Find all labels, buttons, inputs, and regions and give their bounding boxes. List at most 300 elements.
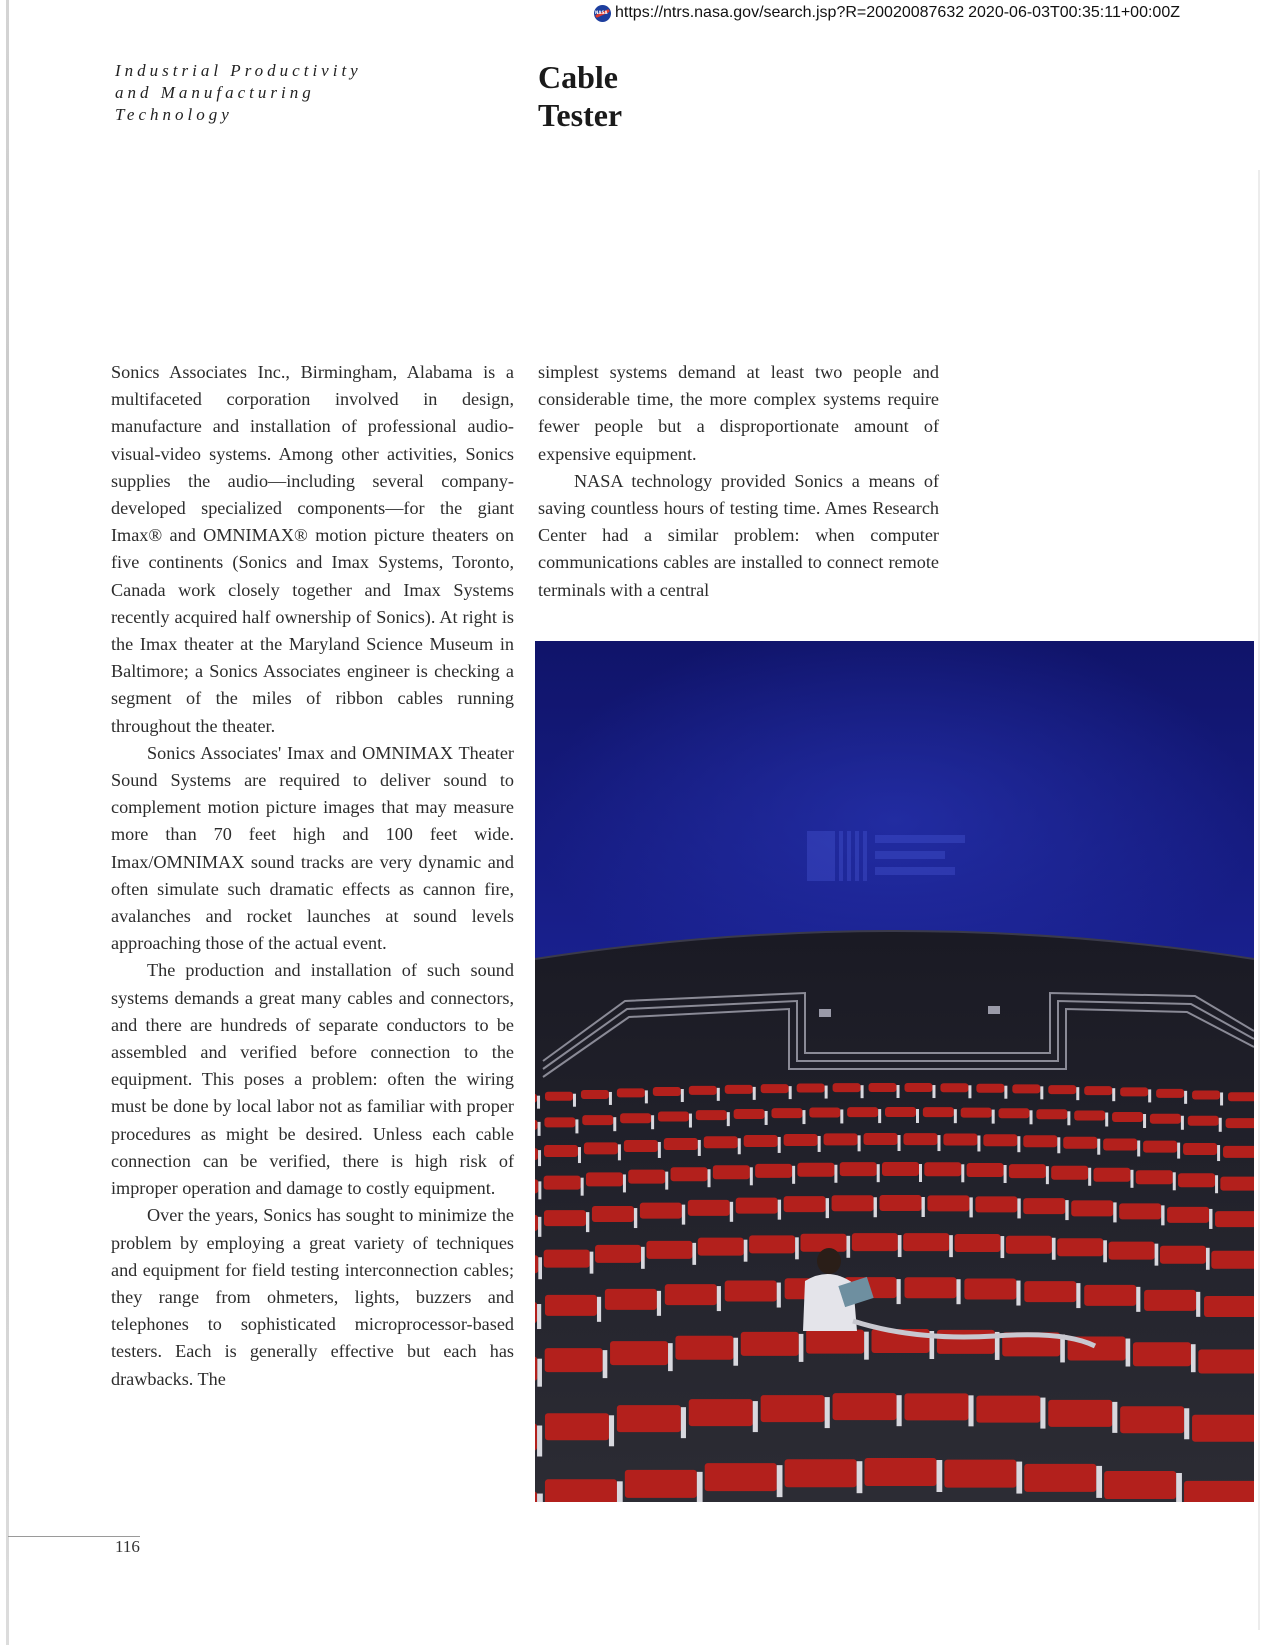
seat-armrest <box>968 1395 973 1426</box>
theater-seat <box>904 1393 968 1420</box>
theater-seat <box>761 1084 789 1093</box>
theater-seat <box>1198 1349 1254 1373</box>
theater-seat <box>832 1195 874 1211</box>
body-paragraph: simplest systems demand at least two people and considerable time, the more complex systems require fewer people but a disproportionate amount of expensive equipment. <box>538 362 939 464</box>
seat-armrest <box>1017 1136 1020 1152</box>
theater-seat <box>1119 1203 1161 1219</box>
theater-seat <box>904 1277 956 1298</box>
seat-armrest <box>961 1164 964 1182</box>
seat-armrest <box>750 1167 753 1185</box>
theater-seat <box>924 1162 961 1176</box>
seat-armrest <box>864 1332 869 1360</box>
seat-armrest <box>1148 1089 1151 1102</box>
seat-armrest <box>698 1140 701 1156</box>
theater-seat <box>800 1234 846 1252</box>
theater-seat <box>975 1196 1017 1212</box>
seat-armrest <box>1103 1240 1107 1262</box>
seat-armrest <box>778 1200 781 1220</box>
seat-armrest <box>846 1236 850 1258</box>
theater-seat <box>1024 1281 1076 1302</box>
body-paragraph: NASA technology provided Sonics a means of saving countless hours of testing time. Ames Research Center had a similar problem: when computer communications cables are installed to connect remote terminals with a central <box>538 470 939 600</box>
seat-armrest <box>689 1114 692 1128</box>
seat-armrest <box>717 1088 720 1101</box>
theater-seat <box>582 1115 613 1125</box>
theater-seat <box>1184 1481 1254 1502</box>
theater-seat <box>797 1163 834 1177</box>
seat-armrest <box>1096 1466 1102 1498</box>
body-paragraph: Sonics Associates' Imax and OMNIMAX Theater Sound Systems are required to deliver sound to complement motion picture images that may measure more than 70 feet high and 100 feet wide. Imax/OMNIMAX sound tracks are very dynamic and often simulate such dramatic effects as cannon fire, avalanches and rocket launches at sound levels approaching those of the actual event. <box>111 742 514 954</box>
theater-seat <box>689 1399 753 1426</box>
seat-armrest <box>730 1202 733 1222</box>
theater-seat <box>625 1470 697 1498</box>
seat-armrest <box>708 1169 711 1187</box>
theater-seat <box>535 1302 537 1323</box>
seat-armrest <box>727 1112 730 1126</box>
theater-seat <box>586 1172 623 1186</box>
seat-armrest <box>753 1401 758 1432</box>
seat-armrest <box>1004 1086 1007 1099</box>
seat-armrest <box>877 1164 880 1182</box>
theater-seat <box>1220 1177 1254 1191</box>
theater-seat <box>1109 1242 1155 1260</box>
theater-seat <box>664 1138 698 1150</box>
seat-armrest <box>1130 1170 1133 1188</box>
theater-seat <box>725 1281 777 1302</box>
theater-seat <box>1215 1211 1254 1227</box>
right-text-column <box>538 359 939 604</box>
theater-seat <box>595 1245 641 1263</box>
seat-armrest <box>1143 1114 1146 1128</box>
theater-seat <box>983 1134 1017 1146</box>
theater-seat <box>696 1110 727 1120</box>
theater-seat <box>628 1170 665 1184</box>
theater-seat <box>749 1235 795 1253</box>
seat-armrest <box>609 1092 612 1105</box>
seat-armrest <box>682 1205 685 1225</box>
seat-armrest <box>603 1350 608 1378</box>
seat-armrest <box>825 1086 828 1099</box>
theater-seat <box>535 1148 538 1160</box>
seat-armrest <box>897 1279 901 1304</box>
theater-seat <box>967 1163 1004 1177</box>
article-title-line: Cable <box>538 59 618 95</box>
section-label-line: Industrial Productivity <box>115 61 362 80</box>
theater-seat <box>1071 1200 1113 1216</box>
seat-armrest <box>922 1197 925 1217</box>
theater-seat <box>535 1215 538 1231</box>
seat-armrest <box>697 1472 703 1502</box>
theater-seat <box>882 1162 919 1176</box>
theater-seat <box>1150 1114 1181 1124</box>
theater-seat <box>744 1135 778 1147</box>
seat-armrest <box>1001 1236 1005 1258</box>
seat-armrest <box>977 1135 980 1151</box>
theater-seat <box>869 1083 897 1092</box>
theater-seat <box>535 1255 538 1273</box>
seat-armrest <box>897 1395 902 1426</box>
seat-armrest <box>878 1109 881 1123</box>
seat-armrest <box>825 1397 830 1428</box>
imax-theater-seating-photo <box>535 641 1254 1502</box>
theater-seat <box>734 1109 765 1119</box>
scan-page-edge <box>6 0 9 1645</box>
seat-armrest <box>1088 1168 1091 1186</box>
theater-seat <box>1160 1246 1206 1264</box>
theater-seat <box>1136 1170 1173 1184</box>
section-label-line: Technology <box>115 105 233 124</box>
theater-seat <box>1156 1089 1184 1098</box>
theater-seat <box>1178 1173 1215 1187</box>
seat-armrest <box>668 1343 673 1371</box>
seat-armrest <box>733 1338 738 1366</box>
theater-seat <box>725 1085 753 1094</box>
theater-seat <box>903 1133 937 1145</box>
seat-armrest <box>1126 1339 1131 1367</box>
theater-seat <box>535 1424 537 1451</box>
seat-armrest <box>744 1240 748 1262</box>
nasa-meatball-icon <box>594 5 611 22</box>
seat-armrest <box>1030 1110 1033 1124</box>
seat-armrest <box>1155 1244 1159 1266</box>
theater-seat <box>1192 1415 1254 1442</box>
theater-seat <box>605 1289 657 1310</box>
seat-armrest <box>590 1252 594 1274</box>
theater-seat <box>852 1233 898 1251</box>
theater-seat <box>1192 1090 1220 1099</box>
seat-armrest <box>1136 1287 1140 1312</box>
theater-seat <box>544 1145 578 1157</box>
seat-armrest <box>665 1172 668 1190</box>
theater-seat <box>1211 1251 1254 1269</box>
seat-armrest <box>1217 1145 1220 1161</box>
theater-seat <box>1012 1084 1040 1093</box>
theater-seat <box>610 1341 668 1365</box>
seat-armrest <box>840 1109 843 1123</box>
seat-armrest <box>1112 1402 1117 1433</box>
seat-armrest <box>1173 1172 1176 1190</box>
seat-armrest <box>937 1135 940 1151</box>
theater-seat <box>545 1413 609 1440</box>
theater-seat <box>545 1348 603 1372</box>
seat-armrest <box>795 1237 799 1259</box>
theater-seat <box>784 1196 826 1212</box>
theater-seat <box>584 1142 618 1154</box>
theater-seat <box>840 1162 877 1176</box>
seat-armrest <box>858 1135 861 1151</box>
source-stamp <box>594 2 1180 24</box>
seat-armrest <box>1004 1165 1007 1183</box>
theater-seat <box>1183 1143 1217 1155</box>
seat-armrest <box>1177 1143 1180 1159</box>
scan-page-edge-right <box>1258 170 1260 1630</box>
seat-armrest <box>575 1119 578 1133</box>
seat-armrest <box>613 1117 616 1131</box>
seat-armrest <box>1076 1283 1080 1308</box>
seat-armrest <box>777 1283 781 1308</box>
theater-seat <box>1226 1118 1254 1128</box>
seat-armrest <box>681 1407 686 1438</box>
theater-seat <box>904 1083 932 1092</box>
theater-seat <box>1036 1109 1067 1119</box>
theater-seat <box>545 1479 617 1502</box>
theater-seat <box>1084 1086 1112 1095</box>
theater-seat <box>698 1238 744 1256</box>
seat-armrest <box>578 1147 581 1163</box>
seat-armrest <box>586 1212 589 1232</box>
theater-seat <box>903 1233 949 1251</box>
theater-seat <box>1120 1087 1148 1096</box>
seat-armrest <box>1040 1086 1043 1099</box>
theater-seat <box>955 1234 1001 1252</box>
theater-seat <box>688 1200 730 1216</box>
seat-armrest <box>897 1085 900 1098</box>
theater-seat <box>1048 1400 1112 1427</box>
page-number: 116 <box>115 1537 140 1556</box>
theater-seat <box>785 1459 857 1487</box>
seat-armrest <box>617 1481 623 1502</box>
theater-seat <box>784 1134 818 1146</box>
theater-seat <box>1143 1141 1177 1153</box>
screen-logo-mark <box>807 831 965 881</box>
theater-seat <box>620 1113 651 1123</box>
section-label <box>115 60 435 126</box>
seat-armrest <box>597 1297 601 1322</box>
seat-armrest <box>992 1110 995 1124</box>
theater-seat <box>617 1405 681 1432</box>
seat-armrest <box>738 1138 741 1154</box>
seat-armrest <box>898 1135 901 1151</box>
theater-seat <box>1167 1207 1209 1223</box>
body-paragraph: Over the years, Sonics has sought to minimize the problem by employing a great variety of techniques and equipment for field testing interconnection cables; they range from ohmeters, lights, buzzers and telephones to sophisticated microprocessor-based testers. Each is generally effective but each has drawbacks. The <box>111 1205 514 1389</box>
theater-seat <box>944 1460 1016 1488</box>
theater-seat <box>1120 1406 1184 1433</box>
seat-armrest <box>857 1461 863 1493</box>
theater-seat <box>713 1165 750 1179</box>
seat-armrest <box>658 1142 661 1158</box>
theater-seat <box>736 1198 778 1214</box>
seat-armrest <box>1161 1205 1164 1225</box>
seat-armrest <box>802 1110 805 1124</box>
theater-seat <box>824 1133 858 1145</box>
seat-armrest <box>538 1150 541 1166</box>
theater-seat <box>809 1107 840 1117</box>
theater-seat <box>761 1395 825 1422</box>
seat-armrest <box>651 1115 654 1129</box>
theater-seat <box>885 1107 916 1117</box>
seat-armrest <box>949 1235 953 1257</box>
seat-armrest <box>969 1197 972 1217</box>
theater-seat <box>544 1210 586 1226</box>
seat-armrest <box>657 1291 661 1316</box>
theater-seat <box>923 1107 954 1117</box>
seat-armrest <box>537 1096 540 1109</box>
section-label-line: and Manufacturing <box>115 83 315 102</box>
theater-seat <box>544 1250 590 1268</box>
seat-armrest <box>919 1164 922 1182</box>
seat-armrest <box>1181 1116 1184 1130</box>
seat-armrest <box>777 1465 783 1497</box>
body-paragraph: Sonics Associates Inc., Birmingham, Alabama is a multifaceted corporation involved in design, manufacture and installation of professional audio-visual-video systems. Among other activities, Sonics supplies the audio—including several company-developed specialized components—for the giant Imax® and OMNIMAX® motion picture theaters on five continents (Sonics and Imax Systems, Toronto, Canada work closely together and Imax Systems recently acquired half ownership of Sonics). At right is the Imax theater at the Maryland Science Museum in Baltimore; a Sonics Associates engineer is checking a segment of the miles of ribbon cables running throughout the theater. <box>111 362 514 736</box>
left-text-column <box>111 359 514 1393</box>
theater-seat <box>1112 1112 1143 1122</box>
theater-seat <box>592 1206 634 1222</box>
seat-armrest <box>1196 1292 1200 1317</box>
seat-armrest <box>537 1426 542 1457</box>
seat-armrest <box>1206 1248 1210 1270</box>
theater-seat <box>880 1195 922 1211</box>
seat-armrest <box>799 1334 804 1362</box>
theater-seat <box>1063 1137 1097 1149</box>
seat-armrest <box>1105 1113 1108 1127</box>
theater-seat <box>1023 1198 1065 1214</box>
theater-seat <box>1009 1164 1046 1178</box>
seat-armrest <box>681 1089 684 1102</box>
seat-armrest <box>874 1197 877 1217</box>
seat-armrest <box>641 1247 645 1269</box>
seat-armrest <box>792 1166 795 1184</box>
seat-armrest <box>898 1235 902 1257</box>
seat-armrest <box>818 1136 821 1152</box>
seat-armrest <box>826 1198 829 1218</box>
theater-seat <box>545 1092 573 1101</box>
seat-armrest <box>954 1109 957 1123</box>
theater-seat <box>1006 1236 1052 1254</box>
theater-seat <box>755 1164 792 1178</box>
theater-seat <box>1057 1238 1103 1256</box>
seat-armrest <box>581 1178 584 1196</box>
theater-seat <box>847 1107 878 1117</box>
seat-armrest <box>618 1144 621 1160</box>
seat-armrest <box>956 1279 960 1304</box>
theater-seat <box>1104 1471 1176 1499</box>
seat-armrest <box>1016 1462 1022 1494</box>
source-timestamp: 2020-06-03T00:35:11+00:00Z <box>968 4 1180 21</box>
seat-armrest <box>1046 1166 1049 1184</box>
seat-armrest <box>937 1460 943 1492</box>
seat-armrest <box>538 1217 541 1237</box>
seat-armrest <box>968 1085 971 1098</box>
seat-armrest <box>1191 1344 1196 1372</box>
theater-seat <box>640 1203 682 1219</box>
seat-armrest <box>573 1094 576 1107</box>
source-url-link[interactable]: https://ntrs.nasa.gov/search.jsp?R=20020087632 <box>615 4 965 21</box>
seat-armrest <box>1040 1398 1045 1429</box>
seat-armrest <box>1215 1175 1218 1193</box>
seat-armrest <box>537 1494 543 1502</box>
seat-armrest <box>753 1087 756 1100</box>
theater-seat <box>1228 1092 1254 1101</box>
seat-armrest <box>692 1243 696 1265</box>
seat-armrest <box>1184 1408 1189 1439</box>
body-paragraph: The production and installation of such sound systems demands a great many cables and connectors, and there are hundreds of separate conductors to be assembled and verified before connection to the equipment. This poses a problem: often the wiring must be done by local labor not as familiar with proper procedures as might be desired. Unless each cable connection can be verified, there is high risk of improper operation and damage to costly equipment. <box>111 960 514 1199</box>
theater-seat <box>689 1086 717 1095</box>
theater-seat <box>976 1084 1004 1093</box>
theater-seat <box>671 1167 708 1181</box>
seat-armrest <box>538 1181 541 1199</box>
seat-armrest <box>1112 1088 1115 1101</box>
theater-seat <box>940 1083 968 1092</box>
theater-seat <box>943 1133 977 1145</box>
theater-seat <box>1133 1342 1191 1366</box>
theater-seat <box>705 1463 777 1491</box>
theater-seat <box>864 1133 898 1145</box>
seat-armrest <box>645 1090 648 1103</box>
seat-armrest <box>538 1122 541 1136</box>
seat-armrest <box>861 1085 864 1098</box>
seat-armrest <box>789 1086 792 1099</box>
seat-armrest <box>1016 1281 1020 1306</box>
theater-seat <box>1024 1464 1096 1492</box>
theater-seat <box>1223 1146 1254 1158</box>
theater-seat <box>1023 1135 1057 1147</box>
theater-seat <box>535 1179 538 1193</box>
theater-seat <box>797 1084 825 1093</box>
theater-seat <box>665 1284 717 1305</box>
theater-seat <box>961 1108 992 1118</box>
seat-armrest <box>1057 1137 1060 1153</box>
theater-seat <box>1103 1138 1137 1150</box>
seat-armrest <box>1137 1140 1140 1156</box>
theater-seat <box>1074 1111 1105 1121</box>
seat-armrest <box>1219 1118 1222 1132</box>
theater-seat <box>617 1088 645 1097</box>
seat-armrest <box>537 1304 541 1329</box>
theater-seat <box>535 1357 537 1381</box>
theater-seat <box>653 1087 681 1096</box>
seat-armrest <box>1097 1139 1100 1155</box>
seat-armrest <box>1017 1198 1020 1218</box>
theater-seat <box>1048 1085 1076 1094</box>
theater-seat <box>927 1195 969 1211</box>
seat-armrest <box>765 1111 768 1125</box>
theater-seat <box>704 1136 738 1148</box>
theater-seat <box>806 1330 864 1354</box>
seat-armrest <box>717 1286 721 1311</box>
theater-seat <box>976 1396 1040 1423</box>
theater-seat <box>646 1241 692 1259</box>
theater-seat <box>771 1108 802 1118</box>
theater-seat <box>1051 1166 1088 1180</box>
theater-seat <box>1144 1290 1196 1311</box>
seat-armrest <box>778 1137 781 1153</box>
theater-seat <box>1093 1168 1130 1182</box>
seat-armrest <box>538 1257 542 1279</box>
theater-seat <box>741 1332 799 1356</box>
theater-seat <box>1188 1116 1219 1126</box>
theater-seat <box>675 1336 733 1360</box>
seat-armrest <box>1176 1473 1182 1502</box>
seat-armrest <box>916 1109 919 1123</box>
seat-armrest <box>1113 1202 1116 1222</box>
theater-seat <box>833 1393 897 1420</box>
theater-seat <box>964 1279 1016 1300</box>
theater-seat <box>999 1108 1030 1118</box>
seat-armrest <box>1076 1087 1079 1100</box>
theater-seat <box>624 1140 658 1152</box>
theater-seat <box>833 1083 861 1092</box>
seat-armrest <box>623 1174 626 1192</box>
seat-armrest <box>1065 1200 1068 1220</box>
theater-seat <box>1204 1296 1254 1317</box>
theater-seat <box>937 1330 995 1354</box>
article-title-line: Tester <box>538 97 623 133</box>
theater-seat <box>658 1112 689 1122</box>
theater-seat <box>865 1458 937 1486</box>
seat-armrest <box>932 1085 935 1098</box>
theater-seat <box>1084 1285 1136 1306</box>
seat-armrest <box>1209 1209 1212 1229</box>
seat-armrest <box>834 1165 837 1183</box>
